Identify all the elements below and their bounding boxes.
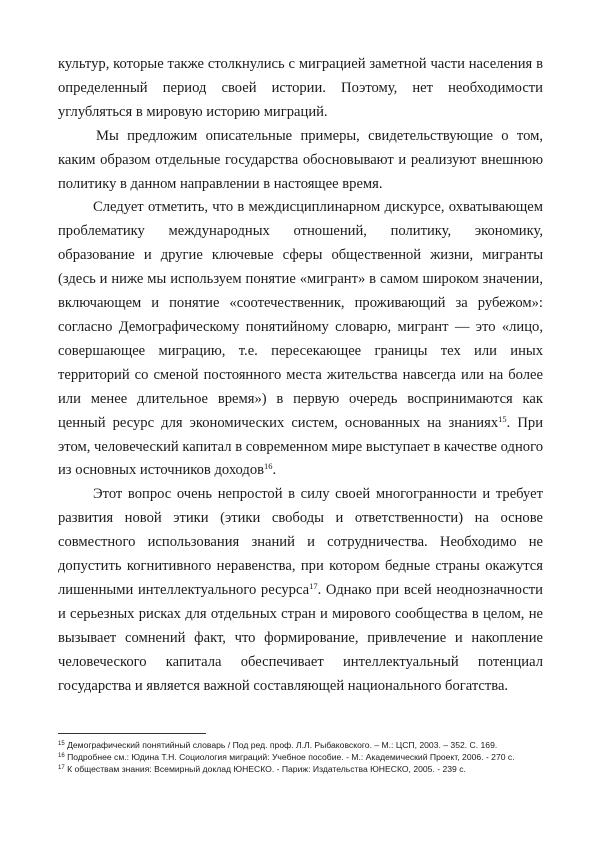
footnote-number: 16 — [58, 753, 65, 760]
paragraph-1 — [58, 53, 543, 125]
footnote-text: Подробнее см.: Юдина Т.Н. Социология миграций: Учебное пособие. - М.: Академический Проект, 2006. - 270 с. — [67, 752, 515, 763]
paragraph-text: Этот вопрос очень непростой в силу своей многогранности и требует развития новой этики (этики свободы и ответственности) на основе совместного использования знаний и сотрудничества. Необходимо не допустить когнитивного неравенства, при котором бедные страны окажутся лишенными интеллектуального ресурса — [58, 486, 543, 598]
paragraph-3 — [58, 196, 543, 483]
footnote-number: 15 — [58, 741, 65, 747]
paragraph-text: Мы предложим описательные примеры, свидетельствующие о том, каким образом отдельные государства обосновывают и реализуют внешнюю политику в данном направлении в настоящее время. — [58, 127, 543, 192]
footnote-text: Демографический понятийный словарь / Под ред. проф. Л.Л. Рыбаковского. – М.: ЦСП, 2003. – 352. С. 169. — [67, 740, 498, 750]
footnote-number: 17 — [58, 765, 65, 772]
paragraph-2 — [58, 125, 543, 197]
paragraph-text: . Однако при всей неоднозначности и серьезных рисках для отдельных стран и мирового сообщества в целом, не вызывает сомнений факт, что формирование, привлечение и накопление человеческого капитала обеспечивает интеллектуальный потенциал государства и является важной составляющей национального богатства. — [58, 581, 543, 694]
paragraph-text: . — [272, 462, 277, 479]
footnote-15 — [58, 740, 543, 752]
paragraph-text: культур, которые также столкнулись с миграцией заметной части населения в определенный период своей истории. Поэтому, нет необходимости углубляться в мировую историю миграций. — [58, 56, 543, 120]
footnote-16 — [58, 752, 543, 764]
footnote-separator — [58, 733, 206, 734]
footnote-text: К обществам знания: Всемирный доклад ЮНЕСКО. - Париж: Издательства ЮНЕСКО, 2005. - 239 с. — [67, 764, 466, 775]
footnote-ref-15[interactable]: 15 — [498, 413, 507, 424]
paragraph-text: . При этом, человеческий капитал в современном мире выступает в качестве одного из основных источников доходов — [58, 414, 543, 479]
footnote-ref-16[interactable]: 16 — [264, 461, 273, 472]
footnote-ref-17[interactable]: 17 — [309, 580, 318, 591]
body-text — [58, 53, 543, 698]
footnote-17 — [58, 764, 543, 776]
paragraph-4 — [58, 483, 543, 698]
paragraph-text: Следует отметить, что в междисциплинарном дискурсе, охватывающем проблематику международных отношений, политику, экономику, образование и другие ключевые сферы общественной жизни, мигранты (здесь и ниже мы используем понятие «мигрант» в самом широком значении, включающем и понятие «соотечественник, проживающий за рубежом»: согласно Демографическому понятийному словарю, мигрант — это «лицо, совершающее миграцию, т.е. пересекающее границы тех или иных территорий со сменой постоянного места жительства навсегда или на более или менее длительное время») в первую очередь воспринимаются как ценный ресурс для экономических систем, основанных на знаниях — [58, 199, 543, 431]
footnotes — [58, 740, 543, 776]
